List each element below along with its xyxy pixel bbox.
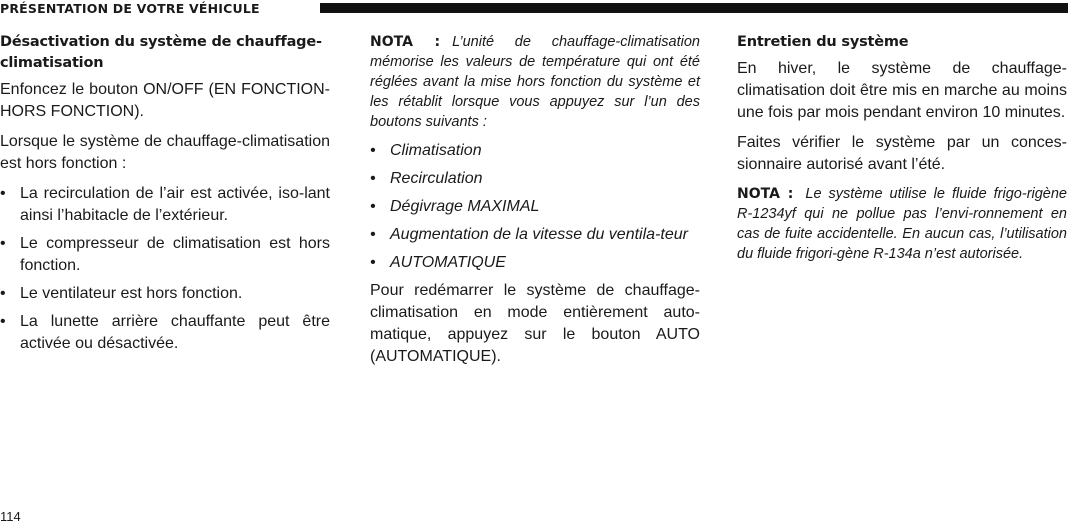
bullet-list: [370, 140, 700, 274]
bullet-icon: •: [370, 170, 376, 187]
bullet-list: [0, 183, 330, 355]
paragraph: En hiver, le système de chauffage-climatisation doit être mis en marche au moins une fois par mois pendant environ 10 minutes.: [737, 60, 1067, 121]
list-item-text: La recirculation de l’air est activée, iso-lant ainsi l’habitacle de l’extérieur.: [20, 185, 330, 224]
bullet-icon: •: [370, 142, 376, 159]
bullet-icon: •: [0, 313, 6, 330]
list-item-text: Augmentation de la vitesse du ventila-teur: [390, 226, 688, 243]
paragraph: Enfoncez le bouton ON/OFF (EN FONCTION-HORS FONCTION).: [0, 81, 330, 120]
paragraph: Faites vérifier le système par un conces-sionnaire autorisé avant l’été.: [737, 134, 1067, 173]
bullet-icon: •: [370, 198, 376, 215]
note-paragraph: [370, 32, 700, 132]
list-item-text: AUTOMATIQUE: [390, 254, 506, 271]
list-item-text: Le ventilateur est hors fonction.: [20, 285, 243, 302]
list-item: [370, 252, 700, 274]
list-item-text: Le compresseur de climatisation est hors fonction.: [20, 235, 330, 274]
list-item-text: Dégivrage MAXIMAL: [390, 198, 540, 215]
running-header-title: PRÉSENTATION DE VOTRE VÉHICULE: [0, 1, 260, 16]
running-header: [0, 0, 1068, 18]
list-item-text: La lunette arrière chauffante peut être activée ou désactivée.: [20, 313, 330, 352]
header-rule-bar: [320, 3, 1068, 13]
list-item: [370, 140, 700, 162]
page-number: 114: [0, 509, 21, 524]
list-item-text: Recirculation: [390, 170, 483, 187]
bullet-icon: •: [0, 285, 6, 302]
note-paragraph: [737, 184, 1067, 264]
section-heading-deactivation: Désactivation du système de chauffage-climatisation: [0, 34, 322, 71]
column-middle: [370, 32, 700, 376]
bullet-icon: •: [370, 254, 376, 271]
note-label: NOTA :: [370, 34, 441, 50]
list-item: [370, 196, 700, 218]
list-item: [370, 168, 700, 190]
bullet-icon: •: [0, 235, 6, 252]
list-item: [370, 224, 700, 246]
section-heading-maintenance: Entretien du système: [737, 34, 909, 50]
list-item-text: Climatisation: [390, 142, 482, 159]
bullet-icon: •: [370, 226, 376, 243]
column-right: [737, 32, 1067, 272]
paragraph: Pour redémarrer le système de chauffage-climatisation en mode entièrement auto-matique, appuyez sur le bouton AUTO (AUTOMATIQUE).: [370, 282, 700, 365]
list-item: [0, 233, 330, 277]
list-item: [0, 311, 330, 355]
paragraph: Lorsque le système de chauffage-climatisation est hors fonction :: [0, 133, 330, 172]
bullet-icon: •: [0, 185, 6, 202]
list-item: [0, 183, 330, 227]
note-text: L’unité de chauffage-climatisation mémorise les valeurs de température qui ont été réglées avant la mise hors fonction du système et les rétablit lorsque vous appuyez sur l’un des boutons suivants :: [370, 34, 700, 130]
column-left: [0, 32, 330, 361]
list-item: [0, 283, 330, 305]
note-label: NOTA :: [737, 186, 794, 202]
note-text: Le système utilise le fluide frigo-rigène R-1234yf qui ne pollue pas l’envi-ronnement en cas de fuite accidentelle. En aucun cas, l’utilisation du fluide frigori-gène R-134a n’est autorisée.: [737, 186, 1067, 262]
